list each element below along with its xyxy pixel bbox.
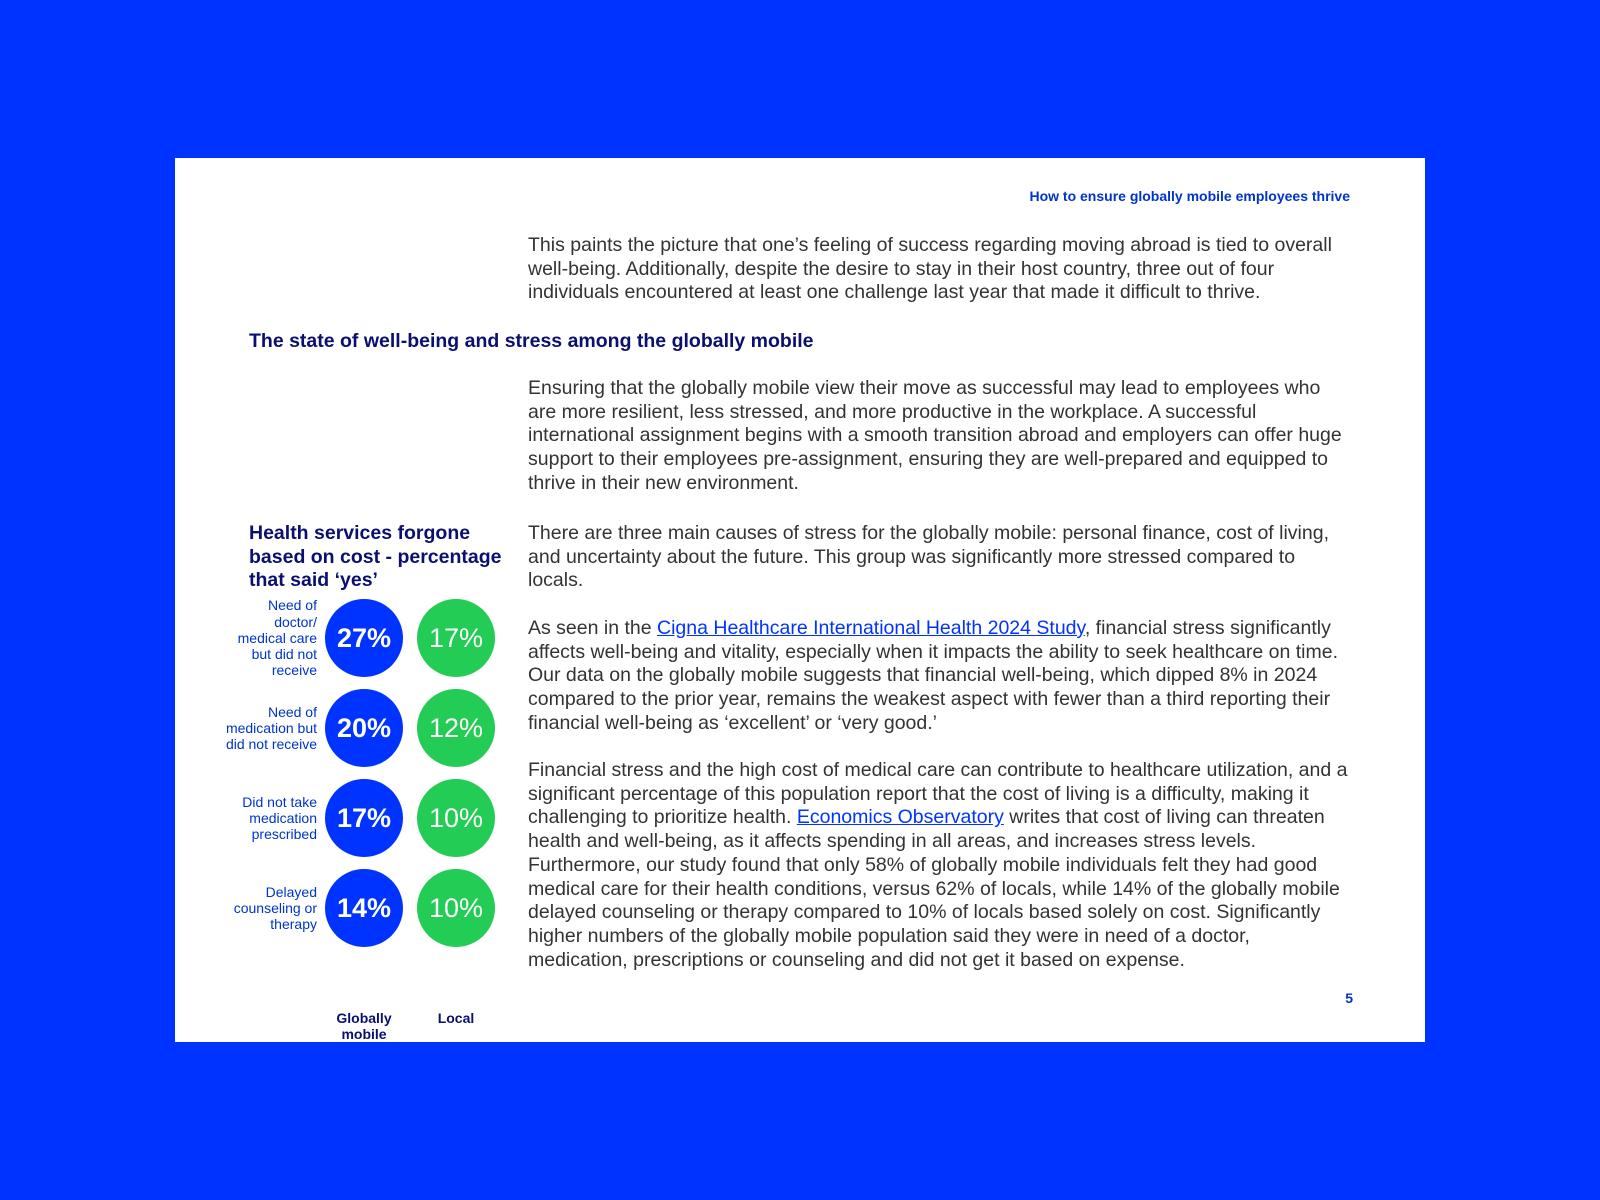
row-label: Did not take medication prescribed (242, 793, 317, 843)
chart-row (225, 868, 515, 948)
section-heading: The state of well-being and stress among the globally mobile (249, 330, 814, 352)
column-label-globally-mobile: Globally mobile (336, 1010, 392, 1043)
paragraph-stress-causes: There are three main causes of stress for the globally mobile: personal finance, cost of living, and uncertainty about the future. This group was significantly more stressed compared to locals. (528, 522, 1329, 592)
column-label-local: Local (437, 1010, 475, 1026)
paragraph-text: As seen in the (528, 617, 657, 639)
paragraph-text: writes that cost of living can threaten health and well-being, as it affects spending in all areas, and increases stress levels. Furthermore, our study found that only 58% of globally mobile individuals felt they had good medical care for their health conditions, versus 62% of locals, while 14% of the globally mobile delayed counseling or therapy compared to 10% of locals based solely on cost. Significantly higher numbers of the globally mobile population said they were in need of a doctor, medication, prescriptions or counseling and did not get it based on expense. (528, 806, 1340, 971)
local-value-bubble: 10% (417, 869, 495, 947)
document-page (175, 158, 1425, 1042)
globally-mobile-value-bubble: 17% (325, 779, 403, 857)
chart-row (225, 598, 515, 678)
economics-observatory-link[interactable]: Economics Observatory (796, 806, 1004, 829)
page-number: 5 (1345, 990, 1353, 1006)
row-label: Need of medication but did not receive (225, 703, 317, 753)
paragraph-financial-stress (528, 617, 1348, 736)
chart-row (225, 688, 515, 768)
paragraph-resilience: Ensuring that the globally mobile view their move as successful may lead to employees who are more resilient, less stressed, and more productive in the workplace. A successful international assignment begins with a smooth transition abroad and employers can offer huge support to their employees pre-assignment, ensuring they are well-prepared and equipped to thrive in their new environment. (528, 377, 1342, 494)
cigna-study-link[interactable]: Cigna Healthcare International Health 2024 Study (657, 617, 1085, 639)
paragraph-text: , financial stress significantly affects well-being and vitality, especially when it impacts the ability to seek healthcare on time. Our data on the globally mobile suggests that financial well-being, which dipped 8% in 2024 compared to the prior year, remains the weakest aspect with fewer than a third reporting their financial well-being as ‘excellent’ or ‘very good.’ (528, 617, 1339, 734)
row-label: Delayed counseling or therapy (233, 883, 317, 933)
chart-title: Health services forgone based on cost - percentage that said ‘yes’ (249, 522, 502, 592)
globally-mobile-value-bubble: 20% (325, 689, 403, 767)
chart-row (225, 778, 515, 858)
local-value-bubble: 10% (417, 779, 495, 857)
globally-mobile-value-bubble: 14% (325, 869, 403, 947)
health-services-chart (225, 597, 515, 1043)
globally-mobile-value-bubble: 27% (325, 599, 403, 677)
local-value-bubble: 12% (417, 689, 495, 767)
paragraph-cost-of-care (528, 759, 1348, 972)
row-label: Need of doctor/ medical care but did not receive (237, 597, 317, 679)
intro-paragraph: This paints the picture that one’s feeling of success regarding moving abroad is tied to overall well-being. Additionally, despite the desire to stay in their host country, three out of four individuals encountered at least one challenge last year that made it difficult to thrive. (528, 234, 1332, 304)
paragraph-text: Financial stress and the high cost of medical care can contribute to healthcare utilization, and a significant percentage of this population report that the cost of living is a difficulty, making it challenging to prioritize health. (528, 759, 1348, 829)
running-header: How to ensure globally mobile employees thrive (1029, 188, 1350, 204)
local-value-bubble: 17% (417, 599, 495, 677)
